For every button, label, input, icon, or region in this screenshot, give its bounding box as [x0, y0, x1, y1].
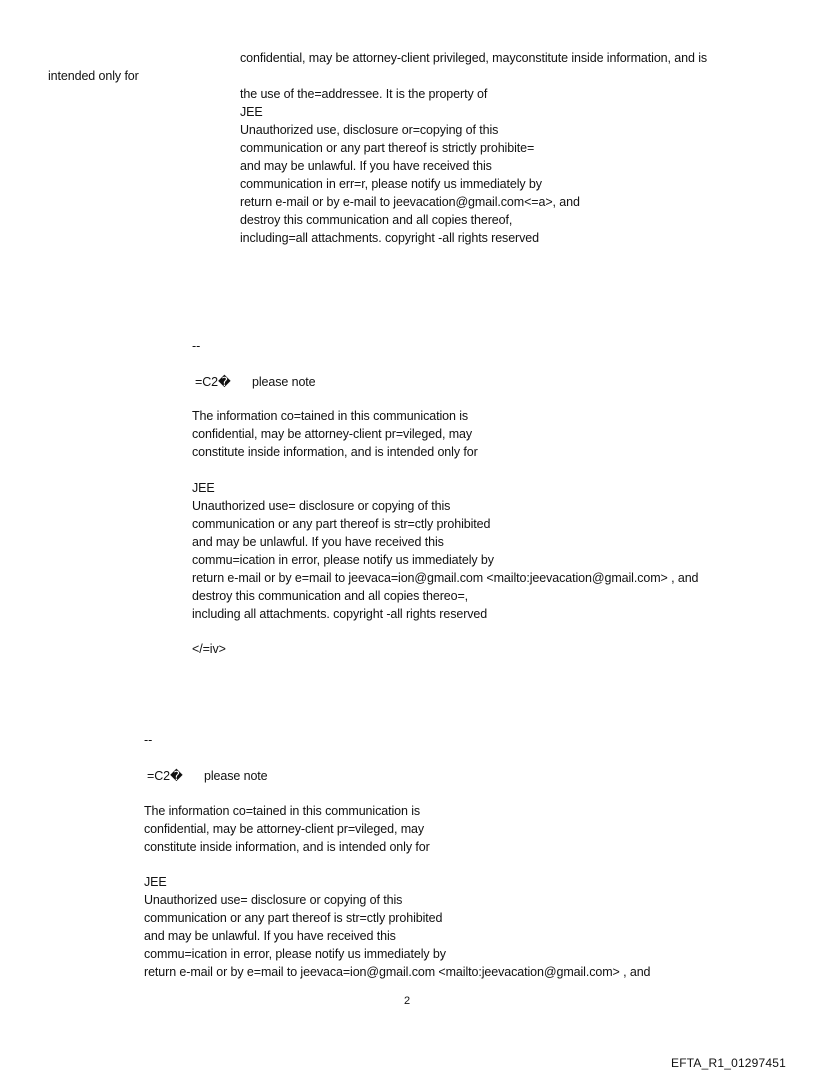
- block1-line: communication in err=r, please notify us immediately by: [240, 177, 542, 191]
- block3-para1-line: constitute inside information, and is intended only for: [144, 840, 430, 854]
- block1-line: JEE: [240, 105, 263, 119]
- block2-note-prefix: =C2�: [195, 375, 231, 389]
- block3-para2-line: JEE: [144, 875, 167, 889]
- block2-para2-line: return e-mail or by e=mail to jeevaca=ion@gmail.com <mailto:jeevacation@gmail.com> , and: [192, 571, 699, 585]
- block2-para2-line: destroy this communication and all copies thereo=,: [192, 589, 469, 603]
- block1-line: including=all attachments. copyright -all rights reserved: [240, 231, 539, 245]
- block1-first-line: confidential, may be attorney-client privileged, mayconstitute inside information, and is: [240, 51, 708, 65]
- block2-separator: --: [192, 339, 201, 353]
- block1-line: destroy this communication and all copies thereof,: [240, 213, 513, 227]
- block3-para2-line: Unauthorized use= disclosure or copying of this: [144, 893, 403, 907]
- block2-closing-tag: </=iv>: [192, 642, 226, 656]
- block2-para1-line: constitute inside information, and is intended only for: [192, 445, 478, 459]
- block2-para1-line: confidential, may be attorney-client pr=vileged, may: [192, 427, 473, 441]
- block1-line: communication or any part thereof is strictly prohibite=: [240, 141, 535, 155]
- block3-para2-line: communication or any part thereof is str=ctly prohibited: [144, 911, 443, 925]
- page-number: 2: [404, 995, 411, 1007]
- block2-para2-line: Unauthorized use= disclosure or copying of this: [192, 499, 451, 513]
- document-id-footer: EFTA_R1_01297451: [671, 1056, 787, 1070]
- block1-line: Unauthorized use, disclosure or=copying of this: [240, 123, 499, 137]
- block3-separator: --: [144, 733, 153, 747]
- block3-note-label: please note: [204, 769, 268, 783]
- block1-line: and may be unlawful. If you have received this: [240, 159, 492, 173]
- block3-para2-line: commu=ication in error, please notify us immediately by: [144, 947, 446, 961]
- block2-para2-line: commu=ication in error, please notify us immediately by: [192, 553, 494, 567]
- block3-para1-line: confidential, may be attorney-client pr=vileged, may: [144, 822, 425, 836]
- block2-para2-line: including all attachments. copyright -all rights reserved: [192, 607, 488, 621]
- block2-para1-line: The information co=tained in this communication is: [192, 409, 469, 423]
- block2-para2-line: communication or any part thereof is str=ctly prohibited: [192, 517, 491, 531]
- block3-para2-line: return e-mail or by e=mail to jeevaca=ion@gmail.com <mailto:jeevacation@gmail.com> , and: [144, 965, 651, 979]
- block1-line: the use of the=addressee. It is the property of: [240, 87, 488, 101]
- block1-wrapped-line: intended only for: [48, 69, 139, 83]
- block3-para2-line: and may be unlawful. If you have received this: [144, 929, 396, 943]
- block2-para2-line: JEE: [192, 481, 215, 495]
- block3-note-prefix: =C2�: [147, 769, 183, 783]
- block2-note-label: please note: [252, 375, 316, 389]
- block2-para2-line: and may be unlawful. If you have received this: [192, 535, 444, 549]
- block1-line: return e-mail or by e-mail to jeevacation@gmail.com<=a>, and: [240, 195, 580, 209]
- block3-para1-line: The information co=tained in this communication is: [144, 804, 421, 818]
